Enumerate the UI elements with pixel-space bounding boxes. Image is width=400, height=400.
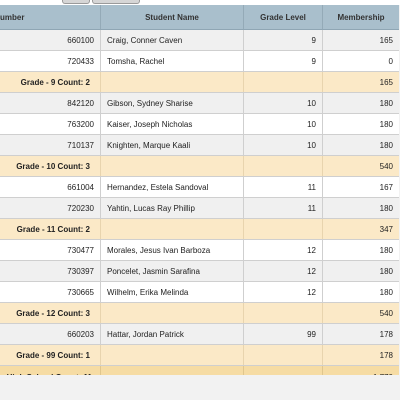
table-row[interactable]	[0, 51, 399, 72]
table-row[interactable]	[0, 261, 399, 282]
empty-cell	[101, 72, 244, 92]
membership-cell: 180	[379, 287, 393, 297]
empty-cell	[101, 345, 244, 365]
empty-cell	[101, 156, 244, 176]
group-membership-total: 178	[379, 350, 393, 360]
empty-cell	[244, 219, 323, 239]
student-name-cell: Tomsha, Rachel	[101, 51, 244, 71]
grade-level-cell: 9	[244, 30, 323, 50]
column-header-grade-level[interactable]: Grade Level	[244, 5, 323, 29]
group-count-label: Grade - 99 Count: 1	[0, 345, 101, 365]
column-header-student-name[interactable]: Student Name	[101, 5, 244, 29]
table-row[interactable]	[0, 93, 399, 114]
student-number-cell: 730665	[0, 282, 101, 302]
group-membership-total: 540	[379, 161, 393, 171]
student-number-cell: 660203	[0, 324, 101, 344]
group-membership-total: 347	[379, 224, 393, 234]
membership-cell: 167	[379, 182, 393, 192]
table-row[interactable]	[0, 114, 399, 135]
group-count-label: Grade - 9 Count: 2	[0, 72, 101, 92]
table-row[interactable]	[0, 135, 399, 156]
student-name-cell: Craig, Conner Caven	[101, 30, 244, 50]
empty-cell	[101, 303, 244, 323]
empty-cell	[244, 345, 323, 365]
student-number-cell: 661004	[0, 177, 101, 197]
grade-level-cell: 11	[244, 177, 323, 197]
column-header-student-number[interactable]: umber	[0, 5, 101, 29]
student-number-cell: 763200	[0, 114, 101, 134]
grade-level-cell: 10	[244, 93, 323, 113]
membership-cell: 0	[388, 56, 393, 66]
table-row[interactable]	[0, 324, 399, 345]
grade-level-cell: 12	[244, 240, 323, 260]
group-subtotal-row	[0, 219, 399, 240]
membership-cell: 180	[379, 266, 393, 276]
empty-cell	[101, 219, 244, 239]
empty-cell	[244, 156, 323, 176]
column-header-membership[interactable]: Membership	[337, 12, 385, 22]
table-row[interactable]	[0, 240, 399, 261]
grade-level-cell: 12	[244, 261, 323, 281]
group-count-label: Grade - 11 Count: 2	[0, 219, 101, 239]
student-number-cell: 730477	[0, 240, 101, 260]
empty-cell	[244, 303, 323, 323]
grade-level-cell: 11	[244, 198, 323, 218]
group-subtotal-row	[0, 72, 399, 93]
membership-cell: 180	[379, 119, 393, 129]
membership-cell: 180	[379, 203, 393, 213]
group-subtotal-row	[0, 303, 399, 324]
student-name-cell: Kaiser, Joseph Nicholas	[101, 114, 244, 134]
group-count-label: Grade - 10 Count: 3	[0, 156, 101, 176]
table-row[interactable]	[0, 30, 399, 51]
toolbar-button[interactable]	[62, 0, 90, 4]
student-name-cell: Hernandez, Estela Sandoval	[101, 177, 244, 197]
student-name-cell: Hattar, Jordan Patrick	[101, 324, 244, 344]
group-count-label: Grade - 12 Count: 3	[0, 303, 101, 323]
grade-level-cell: 10	[244, 114, 323, 134]
student-name-cell: Morales, Jesus Ivan Barboza	[101, 240, 244, 260]
toolbar-button[interactable]	[92, 0, 140, 4]
student-number-cell: 720230	[0, 198, 101, 218]
grade-level-cell: 12	[244, 282, 323, 302]
table-row[interactable]	[0, 198, 399, 219]
group-subtotal-row	[0, 345, 399, 366]
student-name-cell: Gibson, Sydney Sharise	[101, 93, 244, 113]
student-name-cell: Knighten, Marque Kaali	[101, 135, 244, 155]
grade-level-cell: 10	[244, 135, 323, 155]
membership-cell: 165	[379, 35, 393, 45]
membership-cell: 180	[379, 245, 393, 255]
membership-cell: 180	[379, 98, 393, 108]
group-membership-total: 165	[379, 77, 393, 87]
student-name-cell: Poncelet, Jasmin Sarafina	[101, 261, 244, 281]
membership-report-table	[0, 5, 399, 389]
student-number-cell: 842120	[0, 93, 101, 113]
student-number-cell: 660100	[0, 30, 101, 50]
membership-cell: 180	[379, 140, 393, 150]
group-membership-total: 540	[379, 308, 393, 318]
student-number-cell: 730397	[0, 261, 101, 281]
student-name-cell: Yahtin, Lucas Ray Phillip	[101, 198, 244, 218]
student-number-cell: 710137	[0, 135, 101, 155]
grade-level-cell: 9	[244, 51, 323, 71]
student-number-cell: 720433	[0, 51, 101, 71]
empty-cell	[244, 72, 323, 92]
table-row[interactable]	[0, 282, 399, 303]
group-subtotal-row	[0, 156, 399, 177]
table-row[interactable]	[0, 177, 399, 198]
page-background	[0, 375, 400, 400]
student-name-cell: Wilhelm, Erika Melinda	[101, 282, 244, 302]
membership-cell: 178	[379, 329, 393, 339]
grade-level-cell: 99	[244, 324, 323, 344]
table-header-row	[0, 5, 399, 30]
